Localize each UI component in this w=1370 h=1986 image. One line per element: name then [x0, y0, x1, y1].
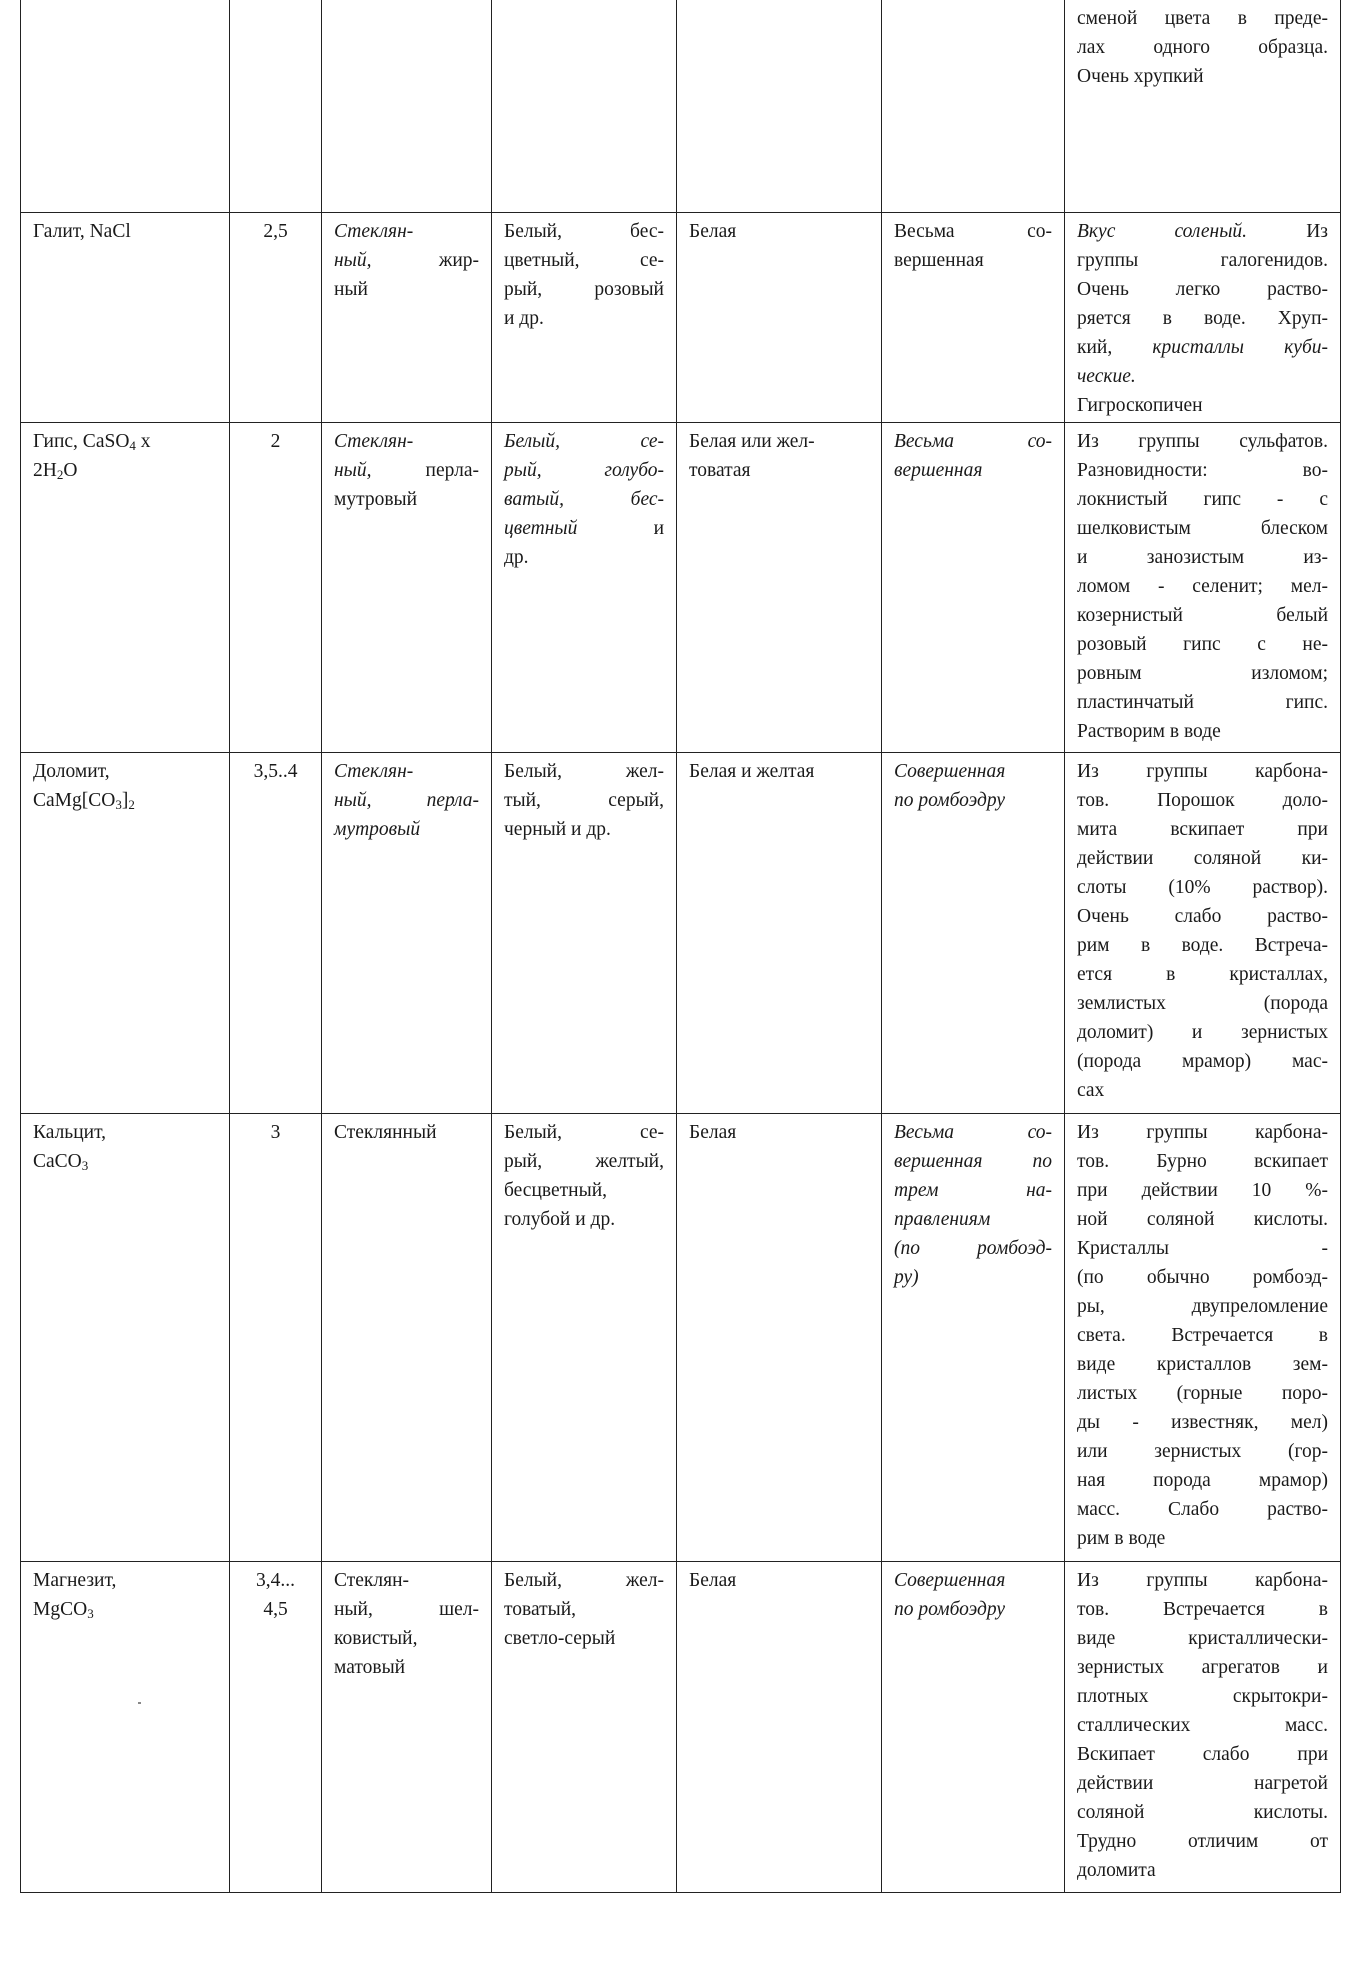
cell-cleavage — [882, 752, 1065, 1113]
cell-cleavage — [882, 0, 1065, 212]
cell-line: рый, голубо- — [504, 459, 664, 481]
cell-line: Вкус соленый. Из — [1077, 220, 1328, 242]
cell-color — [492, 1113, 677, 1561]
cell-description — [1065, 0, 1341, 212]
cell-line: Кристаллы - — [1077, 1237, 1328, 1259]
cell-line: козернистый белый — [1077, 604, 1328, 626]
cell-line: черный и др. — [504, 818, 611, 840]
cell-line: при действии 10 %- — [1077, 1179, 1328, 1201]
cell-line: Стеклянный — [334, 1121, 437, 1143]
cell-line: Белый, се- — [504, 430, 664, 452]
cell-line: (по ромбоэд- — [894, 1237, 1052, 1259]
cell-line: кий, кристаллы куби- — [1077, 336, 1328, 358]
cell-luster — [322, 1561, 492, 1892]
cell-line: тов. Порошок доло- — [1077, 789, 1328, 811]
cell-description — [1065, 1561, 1341, 1892]
cell-mineral-name — [21, 0, 230, 212]
cell-line: матовый — [334, 1656, 406, 1678]
cell-streak — [677, 422, 882, 752]
cell-line: Очень хрупкий — [1077, 66, 1204, 87]
cell-line: по ромбоэдру — [894, 1598, 1005, 1620]
cell-line: ческие. — [1077, 365, 1136, 387]
cell-line: товатый, — [504, 1598, 577, 1620]
cell-line: рим в воде. Встреча- — [1077, 934, 1328, 956]
cell-cleavage — [882, 1561, 1065, 1892]
table-row-calcite — [21, 1113, 1341, 1561]
cell-line: слоты (10% раствор). — [1077, 876, 1328, 898]
cell-line: действии нагретой — [1077, 1772, 1328, 1794]
cell-line: и занозистым из- — [1077, 546, 1328, 568]
cell-line: Белый, се- — [504, 1121, 664, 1143]
cell-line: листых (горные поро- — [1077, 1382, 1328, 1404]
cell-line: (порода мрамор) мас- — [1077, 1050, 1328, 1072]
cell-line: ломом - селенит; мел- — [1077, 575, 1328, 597]
cell-line: светло-серый — [504, 1627, 616, 1649]
cell-line: Из группы карбона- — [1077, 1569, 1328, 1591]
cell-line: зернистых агрегатов и — [1077, 1656, 1328, 1678]
hardness-value: 4,5 — [263, 1598, 288, 1620]
cell-streak — [677, 1561, 882, 1892]
cell-streak — [677, 212, 882, 422]
cell-line: мутровый — [334, 818, 421, 840]
cell-description — [1065, 1113, 1341, 1561]
mineral-name-line: Галит, NaCl — [33, 220, 131, 242]
cell-line: землистых (порода — [1077, 992, 1328, 1014]
mineral-name-line: Гипс, CaSO$_4$ x — [33, 430, 151, 453]
cell-line: ный, перла- — [334, 789, 479, 811]
cell-luster — [322, 1113, 492, 1561]
cell-line: и др. — [504, 307, 544, 329]
cell-luster — [322, 752, 492, 1113]
cell-streak — [677, 1113, 882, 1561]
cell-description — [1065, 752, 1341, 1113]
cell-line: ровным изломом; — [1077, 662, 1328, 684]
cell-line: Из группы карбона- — [1077, 760, 1328, 782]
table-row-magnesite — [21, 1561, 1341, 1892]
cell-line: соляной кислоты. — [1077, 1801, 1328, 1823]
cell-line: Стеклян- — [334, 760, 414, 782]
cell-line: виде кристаллов зем- — [1077, 1353, 1328, 1375]
minerals-table-body — [21, 0, 1341, 1892]
cell-description — [1065, 422, 1341, 752]
cell-line: др. — [504, 546, 529, 568]
cell-line: сталлических масс. — [1077, 1714, 1328, 1736]
mineral-name-line: CaCO$_3$ — [33, 1150, 89, 1173]
cell-line: товатая — [689, 459, 751, 481]
hardness-value: 2 — [270, 430, 281, 452]
mineral-name-line: Доломит, — [33, 760, 110, 782]
cell-line: ной соляной кислоты. — [1077, 1208, 1328, 1230]
cell-line: мутровый — [334, 488, 418, 510]
cell-line: ватый, бес- — [504, 488, 664, 510]
cell-line: бесцветный, — [504, 1179, 608, 1201]
cell-line: вершенная — [894, 459, 983, 481]
cell-line: лах одного образца. — [1077, 37, 1328, 58]
cell-mineral-name — [21, 212, 230, 422]
cell-hardness — [230, 0, 322, 212]
cell-line: Растворим в воде — [1077, 720, 1221, 742]
table-row-dolomite — [21, 752, 1341, 1113]
cell-mineral-name — [21, 752, 230, 1113]
cell-hardness — [230, 1113, 322, 1561]
cell-line: сах — [1077, 1079, 1105, 1101]
cell-mineral-name — [21, 422, 230, 752]
cell-line: ды - известняк, мел) — [1077, 1411, 1328, 1433]
cell-line: сменой цвета в преде- — [1077, 8, 1328, 29]
mineral-name-line: $2H_2O$ — [33, 459, 78, 482]
cell-line: ный, шел- — [334, 1598, 479, 1620]
cell-line: или зернистых (гор- — [1077, 1440, 1328, 1462]
cell-line: голубой и др. — [504, 1208, 616, 1230]
cell-line: вершенная по — [894, 1150, 1052, 1172]
cell-hardness — [230, 422, 322, 752]
cell-line: Очень легко раство- — [1077, 278, 1328, 300]
cell-line: тов. Встречается в — [1077, 1598, 1328, 1620]
cell-line: доломит) и зернистых — [1077, 1021, 1328, 1043]
mineral-name-line: Магнезит, — [33, 1569, 117, 1591]
cell-color — [492, 212, 677, 422]
cell-line: ный, жир- — [334, 249, 479, 271]
cell-line: Весьма со- — [894, 1121, 1052, 1143]
cell-color — [492, 1561, 677, 1892]
mineral-name-line: MgCO$_3$ — [33, 1598, 94, 1621]
cell-line: виде кристаллически- — [1077, 1627, 1328, 1649]
cell-line: действии соляной ки- — [1077, 847, 1328, 869]
hardness-value: 3 — [270, 1121, 281, 1143]
cell-line: пластинчатый гипс. — [1077, 691, 1328, 713]
cell-mineral-name — [21, 1113, 230, 1561]
cell-line: ется в кристаллах, — [1077, 963, 1328, 985]
cell-line: рый, желтый, — [504, 1150, 664, 1172]
cell-hardness — [230, 212, 322, 422]
cell-line: цветный и — [504, 517, 664, 539]
cell-line: шелковистым блеском — [1077, 517, 1328, 539]
hardness-value: 2,5 — [263, 220, 288, 242]
cell-line: группы галогенидов. — [1077, 249, 1328, 271]
cell-line: Трудно отличим от — [1077, 1830, 1328, 1852]
cell-luster — [322, 212, 492, 422]
cell-streak — [677, 752, 882, 1113]
cell-line: Весьма со- — [894, 220, 1052, 242]
cell-line: тов. Бурно вскипает — [1077, 1150, 1328, 1172]
cell-hardness — [230, 1561, 322, 1892]
cell-line: правлениям — [894, 1208, 991, 1230]
cell-line: Стеклян- — [334, 220, 414, 242]
scan-speck — [138, 1702, 141, 1704]
cell-line: Весьма со- — [894, 430, 1052, 452]
hardness-value: 3,4... — [256, 1569, 295, 1591]
cell-hardness — [230, 752, 322, 1113]
cell-line: Белая и желтая — [689, 760, 815, 782]
cell-line: Вскипает слабо при — [1077, 1743, 1328, 1765]
cell-line: Совершенная — [894, 1569, 1006, 1591]
hardness-value: 3,5..4 — [253, 760, 298, 782]
cell-line: Гигроскопичен — [1077, 394, 1203, 416]
cell-line: ный, перла- — [334, 459, 479, 481]
cell-line: плотных скрытокри- — [1077, 1685, 1328, 1707]
cell-cleavage — [882, 212, 1065, 422]
cell-line: Стеклян- — [334, 1569, 410, 1591]
cell-line: доломита — [1077, 1859, 1156, 1881]
cell-line: масс. Слабо раство- — [1077, 1498, 1328, 1520]
table-row-halite — [21, 212, 1341, 422]
cell-line: ная порода мрамор) — [1077, 1469, 1328, 1491]
cell-cleavage — [882, 1113, 1065, 1561]
cell-line: Из группы карбона- — [1077, 1121, 1328, 1143]
cell-line: Белая — [689, 220, 737, 242]
cell-line: Белый, бес- — [504, 220, 664, 242]
cell-line: вершенная — [894, 249, 984, 271]
cell-line: тый, серый, — [504, 789, 664, 811]
cell-line: (по обычно ромбоэд- — [1077, 1266, 1328, 1288]
cell-line: Белый, жел- — [504, 760, 664, 782]
cell-line: трем на- — [894, 1179, 1052, 1201]
cell-line: Очень слабо раство- — [1077, 905, 1328, 927]
cell-line: рим в воде — [1077, 1527, 1166, 1549]
cell-line: рый, розовый — [504, 278, 664, 300]
cell-mineral-name — [21, 1561, 230, 1892]
cell-line: ковистый, — [334, 1627, 418, 1649]
cell-cleavage — [882, 422, 1065, 752]
cell-line: Белая — [689, 1569, 737, 1591]
mineral-name-line: $CaMg[CO_3]_2$ — [33, 789, 135, 812]
cell-line: ру) — [894, 1266, 919, 1288]
cell-line: Белая или жел- — [689, 430, 815, 452]
cell-line: Разновидности: во- — [1077, 459, 1328, 481]
cell-line: Стеклян- — [334, 430, 414, 452]
minerals-table — [20, 0, 1341, 1893]
cell-luster — [322, 422, 492, 752]
cell-line: света. Встречается в — [1077, 1324, 1328, 1346]
cell-line: ряется в воде. Хруп- — [1077, 307, 1328, 329]
table-row-gypsum — [21, 422, 1341, 752]
cell-line: Белый, жел- — [504, 1569, 664, 1591]
cell-line: локнистый гипс - с — [1077, 488, 1328, 510]
cell-line: ный — [334, 278, 368, 300]
cell-line: розовый гипс с не- — [1077, 633, 1328, 655]
cell-line: Из группы сульфатов. — [1077, 430, 1328, 452]
cell-luster — [322, 0, 492, 212]
cell-line: Белая — [689, 1121, 737, 1143]
cell-line: по ромбоэдру — [894, 789, 1005, 811]
cell-streak — [677, 0, 882, 212]
cell-description — [1065, 212, 1341, 422]
cell-color — [492, 422, 677, 752]
cell-color — [492, 0, 677, 212]
cell-line: цветный, се- — [504, 249, 664, 271]
mineral-name-line: Кальцит, — [33, 1121, 107, 1143]
cell-line: мита вскипает при — [1077, 818, 1328, 840]
cell-color — [492, 752, 677, 1113]
table-row-continuation — [21, 0, 1341, 212]
cell-line: Совершенная — [894, 760, 1006, 782]
cell-line: ры, двупреломление — [1077, 1295, 1328, 1317]
